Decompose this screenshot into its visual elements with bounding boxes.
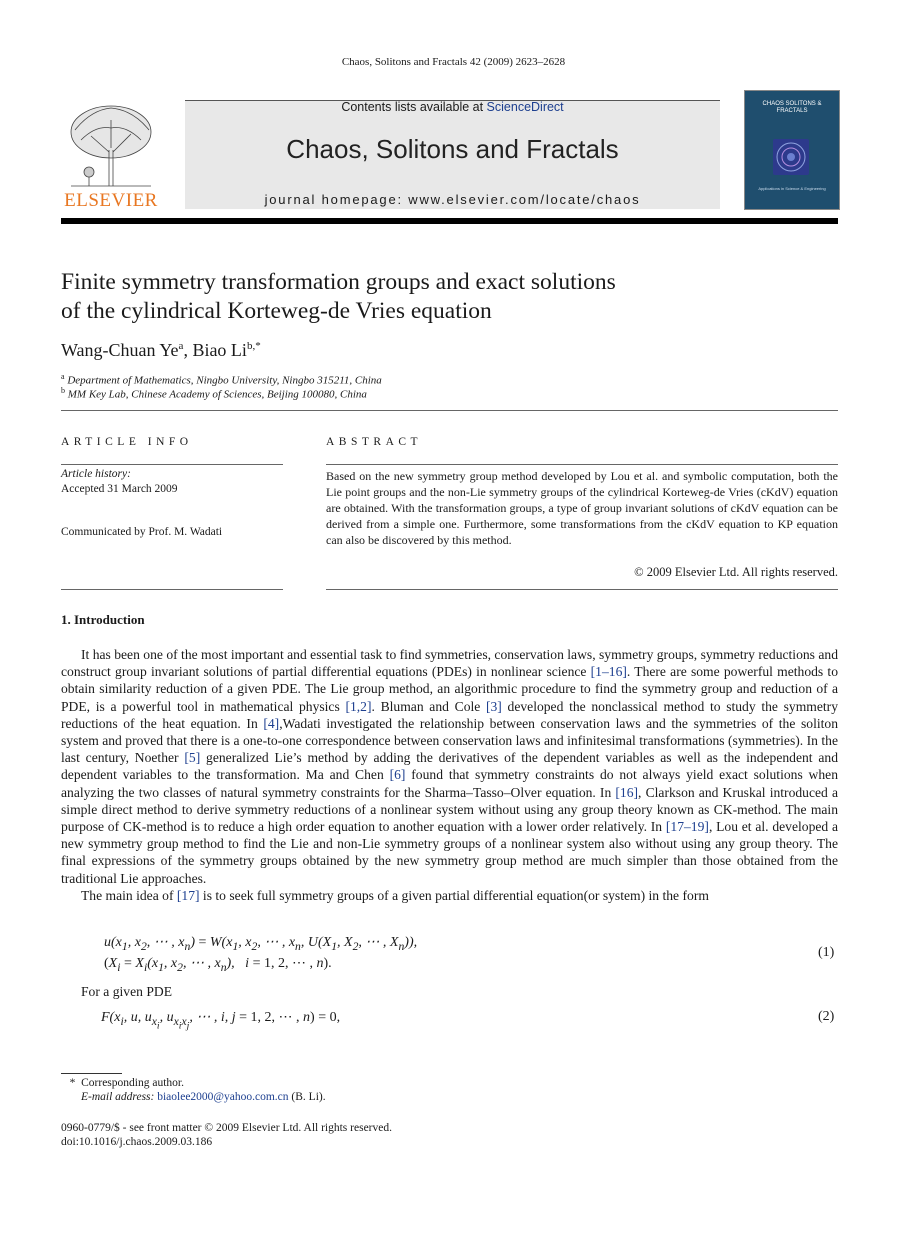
cover-footer: Applications in Science & Engineering	[758, 186, 826, 191]
publisher-name: ELSEVIER	[64, 190, 158, 211]
intro-paragraph-2: The main idea of [17] is to seek full symmetry groups of a given partial differential equation(or system) in the form	[81, 887, 709, 903]
ref-link-4[interactable]: [4]	[263, 715, 280, 731]
title-line-2: of the cylindrical Korteweg-de Vries equation	[61, 298, 492, 324]
doi-line[interactable]: doi:10.1016/j.chaos.2009.03.186	[61, 1136, 213, 1148]
ref-link-17-19[interactable]: [17–19]	[665, 819, 709, 835]
equation-2-number: (2)	[818, 1009, 835, 1024]
equation-1-line-2: ($X_i = X_i(x_1$, $x_2$, ⋯ , $x_n$), i = 1, 2, ⋯ , n).	[104, 956, 332, 974]
equation-1-line-1: $u(x_1$, $x_2$, ⋯ , $x_n) = W(x_1$, $x_2$, ⋯ , $x_n$, $U(X_1$, $X_2$, ⋯ , $X_n$)),	[104, 935, 418, 953]
footnote-email: E-mail address: biaolee2000@yahoo.com.cn (B. Li).	[81, 1091, 326, 1103]
author-li: Biao Li	[192, 340, 247, 360]
abstract-text: Based on the new symmetry group method developed by Lou et al. and symbolic computation, both the Lie point groups and the non-Lie symmetry groups of the cylindrical Korteweg-de Vries (cKdV) equation are obtained. With the transformation groups, a type of group invariant solutions of cKdV equation can be derived from a simple one. Furthermore, some transformations from the cKdV equation to KP equation can also be discovered by this method.	[326, 469, 838, 548]
contents-prefix: Contents lists available at	[341, 100, 487, 114]
affiliation-b: $^b$ MM Key Lab, Chinese Academy of Sciences, Beijing 100080, China	[61, 386, 367, 401]
journal-homepage[interactable]: journal homepage: www.elsevier.com/locate/chaos	[264, 192, 641, 207]
author-list: Wang-Chuan Ye$^a$, Biao $Li^{b,*}$	[61, 340, 261, 360]
accepted-date: Accepted 31 March 2009	[61, 483, 178, 495]
footnote-rule	[61, 1073, 122, 1074]
author-ye-affiliation: a	[178, 340, 184, 352]
abstract-rule	[326, 464, 838, 465]
header-divider	[61, 218, 838, 224]
footnote-corresponding: * Corresponding author.	[69, 1077, 184, 1089]
ref-link-5[interactable]: [5]	[184, 750, 201, 766]
ref-link-16[interactable]: [16]	[615, 784, 639, 800]
paper-title	[61, 268, 761, 326]
contents-line	[185, 100, 720, 114]
journal-title: Chaos, Solitons and Fractals	[286, 134, 619, 164]
cover-graphic	[773, 139, 809, 175]
ref-link-17[interactable]: [17]	[176, 887, 200, 903]
equation-1-number: (1)	[818, 945, 835, 960]
introduction-body	[61, 646, 838, 904]
author-li-affiliation: b,*	[246, 340, 261, 352]
article-history-label: Article history:	[61, 468, 131, 480]
abstract-heading: ABSTRACT	[326, 436, 423, 448]
title-line-1: Finite symmetry transformation groups and exact solutions	[61, 269, 616, 295]
abstract-bottom-rule	[326, 589, 838, 590]
article-info-heading: ARTICLE INFO	[61, 436, 193, 448]
journal-cover-image	[744, 90, 840, 210]
issn-line: 0960-0779/$ - see front matter © 2009 Elsevier Ltd. All rights reserved.	[61, 1122, 392, 1134]
communicated-by: Communicated by Prof. M. Wadati	[61, 526, 223, 538]
sciencedirect-link[interactable]: ScienceDirect	[486, 100, 564, 114]
equation-2: $F(x_i$, u, $u_{x_i}$, $u_{x_ix_j}$, ⋯ , i, j = 1, 2, ⋯ , n) = 0,	[101, 1010, 341, 1032]
ref-link-3[interactable]: [3]	[485, 698, 502, 714]
ref-link-1-16[interactable]: [1–16]	[590, 664, 627, 680]
author-email-link[interactable]: biaolee2000@yahoo.com.cn	[157, 1091, 289, 1103]
abstract-copyright: © 2009 Elsevier Ltd. All rights reserved.	[634, 565, 838, 579]
for-given-pde: For a given PDE	[81, 984, 172, 999]
article-info-bottom-rule	[61, 589, 283, 590]
author-ye: Wang-Chuan Ye	[61, 340, 179, 360]
affiliation-a: $^a$ Department of Mathematics, Ningbo University, Ningbo 315211, China	[61, 372, 382, 387]
ref-link-6[interactable]: [6]	[389, 767, 406, 783]
section-heading-introduction: 1. Introduction	[61, 612, 145, 627]
intro-paragraph-1: It has been one of the most important and essential task to find symmetries, conservation laws, symmetry groups, symmetry reductions and construct group invariant solutions of partial differential equations (PDEs) in nonlinear science [1–16]. There are some powerful methods to obtain similarity reduction of a given PDE. The Lie group method, an algorithmic procedure to find the symmetry group and reduction of a PDE, is a powerful tool in mathematical physics [1,2]. Bluman and Cole [3] developed the nonclassical method to study the symmetry reductions of the heat equation. In [4],Wadati investigated the relationship between conservation laws and the symmetries of the soliton system and proved that there is a one-to-one correspondence between conservation laws and infinitesimal transformations (symmetries). In the last century, Noether [5] generalized Lie’s method by adding the derivatives of the dependent variables as well as the independent and dependent variables to the transformation. Ma and Chen [6] found that symmetry constraints do not always yield exact solutions when analyzing the two classes of natural symmetry constraints for the Sharma–Tasso–Olver equation. In [16], Clarkson and Kruskal introduced a simple direct method to derive symmetry reductions of a nonlinear system without using any group theory known as CK-method. The main purpose of CK-method is to reduce a high order equation to another equation with a lower order relatively. In [17–19], Lou et al. developed a new symmetry group method to find the Lie and non-Lie symmetry groups of a nonlinear system also without using any group theory. The final expressions of the symmetry groups obtained by the new symmetry group method are much simpler than those obtained from the traditional Lie approaches.	[61, 647, 839, 886]
journal-citation: Chaos, Solitons and Fractals 42 (2009) 2623–2628	[341, 56, 566, 68]
cover-title: CHAOS SOLITONS & FRACTALS	[762, 101, 822, 114]
article-info-rule	[61, 464, 283, 465]
ref-link-1-2[interactable]: [1,2]	[345, 698, 372, 714]
affiliation-divider	[61, 410, 838, 411]
